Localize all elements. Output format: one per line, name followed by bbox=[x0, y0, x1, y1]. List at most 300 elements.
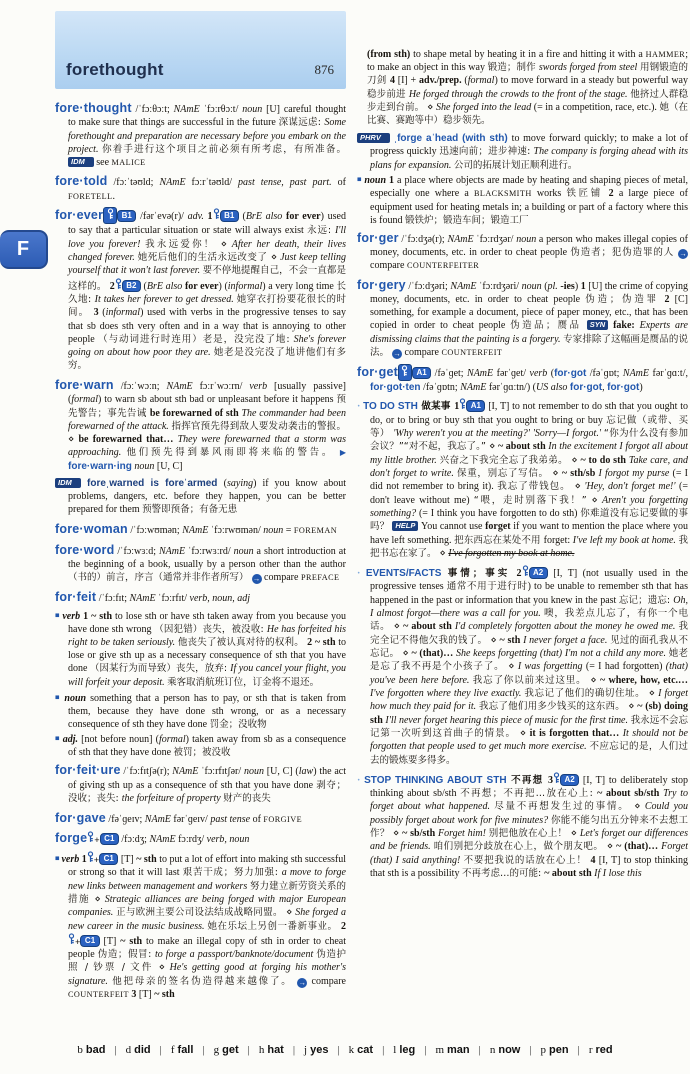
sense-bullet-icon: · bbox=[357, 774, 365, 786]
text-run: ⋄ bbox=[68, 434, 79, 446]
oxford-key-icon bbox=[398, 364, 412, 381]
text-run: ⋄ bbox=[552, 468, 562, 480]
cefr-level-badge: C1 bbox=[100, 833, 119, 845]
text-run: something that a person has to pay, or sth that is taken from them, because they have done sth wrong, or as a necessary consequence of sth they have done bbox=[68, 692, 346, 730]
oxford-key-icon: + bbox=[87, 831, 99, 846]
text-run: forget bbox=[485, 521, 511, 533]
text-run: verb bbox=[249, 381, 268, 393]
text-run: NAmE bbox=[450, 280, 477, 292]
text-run: The company is forging ahead with its plans for expansion. bbox=[370, 146, 688, 171]
text-run: to forge a passport/banknote/document bbox=[154, 948, 317, 960]
text-run: It takes her forever to get dressed. bbox=[94, 293, 237, 305]
text-run: NAmE bbox=[149, 834, 176, 846]
text-run: Take care, and don't forget to write. bbox=[370, 454, 688, 480]
text-run: NAmE bbox=[467, 367, 494, 379]
chinese-text: 迅速向前；进步神速: bbox=[439, 146, 534, 158]
text-run: fərˈɡɑːtn/) ( bbox=[486, 381, 536, 393]
chinese-text: 你能不能匀出五分钟来不去想工作？ bbox=[370, 814, 688, 839]
entry-forge-noun bbox=[357, 174, 688, 227]
text-run: (= I had forgotten) bbox=[585, 661, 666, 673]
text-run: [I, T] to not remember to do sth that you ought to do, or to bring or buy sth that you ought to bring or buy bbox=[370, 401, 688, 426]
text-run: ⋄ bbox=[570, 827, 580, 839]
text-run: fərˈɡeɪv/ bbox=[170, 813, 211, 825]
sense-section-label: EVENTS/FACTS bbox=[365, 567, 442, 579]
text-run: 1 bbox=[454, 401, 460, 413]
text-run: of bbox=[331, 177, 346, 189]
text-run: informal bbox=[105, 307, 141, 319]
text-run: ) the act of giving sth up as a consequence of sth that you have done bbox=[68, 766, 346, 791]
phonetic-item bbox=[589, 1044, 613, 1056]
headword: fore·told bbox=[55, 174, 108, 189]
chinese-text: 他挤过人群稳步走到台前。 bbox=[367, 88, 688, 114]
right-column bbox=[357, 48, 688, 1034]
text-run: In the excitement I forgot all about my little brother. bbox=[370, 441, 688, 466]
text-run: formal bbox=[71, 394, 99, 406]
text-run: ⋄ bbox=[490, 634, 500, 646]
text-run: if you want to mention the place where you have left something. bbox=[370, 521, 688, 546]
chinese-text: “喂，走时别落下我！” bbox=[473, 494, 592, 506]
text-run: 1 bbox=[386, 175, 395, 187]
text-run: ⋄ bbox=[220, 238, 232, 250]
letter-thumb-tab bbox=[0, 230, 48, 269]
oxford-key-icon: + bbox=[68, 933, 80, 948]
chinese-text: 我永远爱你！ bbox=[145, 238, 221, 250]
text-run: BrE also bbox=[146, 280, 183, 292]
chinese-text: 专家排除了这幅画是赝品的说法。 bbox=[370, 333, 688, 358]
phonetic-symbol: k bbox=[348, 1044, 355, 1056]
text-run: ( bbox=[238, 211, 246, 223]
text-run: It should not be forgotten that people used to get much more exercise. bbox=[370, 728, 688, 753]
headword: for·get bbox=[357, 364, 398, 379]
entry-forget-sense-3 bbox=[357, 772, 688, 881]
text-run: /fɔːˈwɔːn; bbox=[113, 381, 167, 393]
text-run: 2 bbox=[516, 567, 522, 579]
phonetic-symbol: g bbox=[213, 1044, 220, 1056]
chinese-text: 深谋远虑: bbox=[278, 117, 325, 129]
text-run: I forget how much they paid for it. bbox=[370, 688, 688, 713]
text-run: [I, T] (not usually used in the progressive tenses bbox=[370, 567, 688, 593]
text-run: I've left my book at home. bbox=[572, 534, 679, 546]
text-run: to lose sth or have sth taken away from you because you have done sth wrong bbox=[68, 610, 346, 635]
chinese-text: 通常不用于进行时 bbox=[446, 581, 528, 593]
text-run: Forget (that) I said anything! bbox=[370, 841, 688, 866]
word-form: for·got bbox=[554, 367, 587, 379]
text-run: ~ sth bbox=[154, 988, 175, 1000]
chinese-text: 我忘了你以前来过这里。 bbox=[472, 674, 591, 686]
text-run: noun bbox=[521, 280, 542, 292]
text-run: past tense bbox=[210, 813, 251, 825]
entry-forethought bbox=[55, 100, 346, 169]
text-run: , bbox=[602, 381, 608, 393]
chinese-text: 伪造者；犯伪造罪的人 bbox=[570, 246, 678, 258]
oxford-key-icon bbox=[522, 565, 529, 580]
chinese-text: （因犯错）丧失，被没收: bbox=[154, 623, 267, 635]
phonetic-symbol: f bbox=[170, 1044, 175, 1056]
text-run: 1 bbox=[79, 854, 87, 866]
text-run: ) used with verbs in the progressive tenses to say that sb does sth very often and in a way that is annoying to other people bbox=[68, 307, 346, 345]
text-run: The commander had been forewarned of the attack. bbox=[68, 407, 346, 433]
headword: for·gave bbox=[55, 810, 106, 825]
text-run: 1 bbox=[203, 211, 213, 223]
text-run: forget: bbox=[543, 534, 573, 546]
text-run: it is forgotten that… bbox=[529, 728, 623, 740]
text-run: pl. bbox=[547, 280, 558, 292]
text-run: ) a very long time bbox=[262, 280, 337, 292]
text-run: ˈfɔːrwɜːrd/ bbox=[185, 545, 234, 557]
text-run: (= don't leave without me) bbox=[370, 481, 688, 506]
text-run: ˈfɔːrθɔːt/ bbox=[199, 104, 243, 115]
text-run: BrE also bbox=[245, 211, 283, 223]
word-form: fore·warn·ing bbox=[68, 460, 132, 472]
phonetic-item bbox=[304, 1044, 328, 1056]
text-run: informal bbox=[227, 280, 263, 292]
chinese-text: 她死后他们的生活永远改变了 bbox=[137, 251, 271, 263]
text-run: [not before noun] ( bbox=[78, 734, 159, 746]
chinese-text: 保重，别忘了写信。 bbox=[457, 468, 553, 480]
text-run: 4 bbox=[590, 854, 596, 866]
text-run: NAmE bbox=[144, 813, 171, 825]
text-run: fɔːrdʒ/ bbox=[175, 834, 207, 846]
phonetic-item bbox=[490, 1044, 521, 1056]
chinese-text: 不再想 bbox=[506, 774, 548, 786]
text-run: ; to make an object in this way bbox=[367, 49, 688, 73]
entry-forget-sense-1 bbox=[357, 398, 688, 560]
chinese-text: 剥夺；没收；丧失: bbox=[68, 779, 346, 804]
text-run: noun bbox=[242, 104, 263, 115]
chinese-text: 不再考虑…的可能: bbox=[461, 868, 545, 879]
entry-forge-phrv bbox=[357, 132, 688, 172]
headword: for·ger bbox=[357, 230, 399, 245]
text-run: ~ sth bbox=[499, 634, 524, 646]
chinese-text: 她老是没完没了地讲他们有多穷。 bbox=[68, 346, 346, 372]
text-run: ) if you know about problems, dangers, etc. before they happen, you can be better prepared for them bbox=[68, 478, 346, 516]
text-run: ⋄ bbox=[270, 251, 281, 263]
entry-foreword bbox=[55, 542, 346, 585]
chinese-text: 不应忘记的是，人们过去的锻炼要多得多。 bbox=[370, 741, 688, 766]
text-run: 'Hey, don't forget me!' bbox=[584, 481, 680, 493]
chinese-text: 尽量不再想发生过的事情。 bbox=[494, 801, 635, 813]
text-run: NAmE bbox=[460, 381, 487, 393]
headword: fore·warn bbox=[55, 378, 114, 393]
chinese-text: 公司的拓展计划正顺利进行。 bbox=[453, 159, 578, 171]
text-run: /fɔːdʒ; bbox=[118, 834, 150, 846]
text-run: ⋄ bbox=[606, 841, 617, 853]
text-run: a short introduction at the beginning of a book, usually by a person other than the author bbox=[68, 545, 346, 571]
text-run: formal bbox=[158, 734, 186, 746]
text-run: ~ sth bbox=[120, 935, 143, 947]
chinese-text: 忘记做（或带、买等） bbox=[370, 414, 688, 439]
phonetic-separator: | bbox=[382, 1044, 385, 1056]
text-run: compare bbox=[261, 572, 301, 584]
phonetic-word: hat bbox=[267, 1044, 284, 1056]
chinese-text: 我忘记了他们的确切住址。 bbox=[524, 688, 649, 700]
cross-reference: FOREMAN bbox=[293, 526, 338, 536]
oxford-key-icon bbox=[115, 278, 122, 293]
phonetic-symbol: j bbox=[304, 1044, 308, 1056]
chinese-text: 忘记；遗忘: bbox=[618, 594, 674, 606]
text-run: a move to forge new links between management and workers bbox=[68, 867, 346, 892]
text-run: I've forgotten where they live exactly. bbox=[370, 688, 525, 700]
phonetic-item bbox=[259, 1044, 284, 1056]
text-run: Could you possibly forget about work for five minutes? bbox=[370, 801, 688, 826]
phonetic-symbol: r bbox=[588, 1044, 593, 1056]
text-run: ~ to do sth bbox=[580, 454, 629, 466]
text-run: ) bbox=[574, 280, 581, 292]
chinese-text: 见过的面孔我从不忘记。 bbox=[370, 634, 688, 659]
block-bullet-icon: ■ bbox=[357, 174, 365, 184]
text-run: NAmE bbox=[622, 367, 650, 379]
text-run: [usually passive] ( bbox=[68, 381, 346, 406]
text-run: If I lose this bbox=[594, 868, 642, 879]
chinese-text: 锻造；制作 bbox=[487, 62, 539, 73]
text-run: /ˈfɔːwʊmən; bbox=[127, 525, 183, 537]
text-run: NAmE bbox=[159, 177, 186, 189]
text-run: /ˈfɔːdʒəri; bbox=[405, 280, 451, 292]
chinese-text: 锻铁炉；锻造车间；锻造工厂 bbox=[405, 214, 529, 226]
text-run: ( bbox=[547, 367, 555, 379]
text-run: [I] + bbox=[394, 75, 420, 87]
phonetic-item bbox=[349, 1044, 373, 1056]
chinese-text: 他把母亲的签名伪造得越来越像了。 bbox=[112, 975, 298, 987]
phonetic-word: fall bbox=[177, 1044, 194, 1056]
text-run: ˈfɔːrwʊmən/ bbox=[208, 525, 264, 537]
phrasal-verb: ˌforge aˈhead (with sth) bbox=[389, 133, 512, 145]
block-bullet-icon: ■ bbox=[55, 692, 65, 702]
chinese-text: 预警即预备；有备无患 bbox=[142, 504, 238, 516]
derivative-arrow-icon: ▶ bbox=[339, 448, 346, 458]
entry-forget bbox=[357, 364, 688, 394]
text-run: ⋄ bbox=[591, 494, 602, 506]
chinese-text: “你为什么没有参加会议？”“对不起，我忘了。” bbox=[370, 428, 688, 453]
text-run: ~ sth/sb bbox=[561, 468, 599, 480]
phonetic-item bbox=[435, 1044, 469, 1056]
text-run: ⋄ bbox=[571, 454, 581, 466]
text-run: verb bbox=[62, 610, 81, 622]
text-run: ( bbox=[140, 280, 147, 292]
chinese-text: 财产的丧失 bbox=[223, 792, 271, 804]
text-run: She's forever going on about how poor they are. bbox=[68, 333, 346, 358]
phonetic-word: now bbox=[498, 1044, 521, 1056]
sense-bullet-icon: · bbox=[357, 567, 366, 579]
cross-reference: PREFACE bbox=[300, 573, 340, 583]
chinese-text: 指挥官预先得到敌人要发动袭击的警报。 bbox=[171, 421, 346, 433]
chinese-text: 噢，我差点儿忘了，有你一个电话。 bbox=[370, 607, 688, 633]
phonetic-separator: | bbox=[159, 1044, 162, 1056]
phonetic-word: pen bbox=[549, 1044, 569, 1056]
text-run: verb, noun bbox=[206, 834, 250, 846]
entry-forger bbox=[357, 230, 688, 273]
text-run: /fərˈevə(r)/ bbox=[136, 211, 188, 223]
text-run: ~ about sth bbox=[497, 441, 549, 453]
text-run: noun bbox=[364, 175, 387, 187]
left-column bbox=[55, 100, 346, 1026]
text-run: 1 bbox=[580, 280, 586, 292]
text-run: 2 bbox=[664, 293, 670, 305]
phonetic-word: get bbox=[222, 1044, 239, 1056]
text-run: ( bbox=[461, 75, 468, 87]
chinese-text: 把东西忘在某处不用 bbox=[454, 534, 544, 546]
text-run: ( bbox=[223, 478, 228, 490]
cross-reference: COUNTERFEIT bbox=[441, 347, 503, 357]
text-run: Oh, I almost forgot—there was a call for you. bbox=[370, 594, 688, 619]
compare-icon: → bbox=[393, 348, 401, 358]
chinese-text: 他们预先得到暴风雨即将来临的警告。 bbox=[126, 447, 340, 459]
phonetic-symbol: p bbox=[540, 1044, 547, 1056]
text-run: Just keep telling yourself that it won't last forever. bbox=[68, 251, 346, 277]
oxford-key-icon bbox=[553, 772, 560, 787]
text-run: (= I think you have forgotten to do sth) bbox=[418, 508, 581, 520]
phonetic-symbol: d bbox=[125, 1044, 132, 1056]
chinese-text: 伪造品；赝品 bbox=[510, 320, 587, 332]
phonetic-separator: | bbox=[247, 1044, 250, 1056]
text-run: ~ about sth bbox=[403, 621, 455, 633]
text-run: law bbox=[298, 766, 314, 778]
entry-forewarn bbox=[55, 377, 346, 473]
text-run: to move forward quickly; to make a lot of progress quickly bbox=[370, 133, 688, 158]
text-run: (= in a competition, race, etc.). bbox=[533, 102, 660, 114]
text-run: ⋄ bbox=[427, 102, 436, 114]
compare-icon: → bbox=[298, 977, 307, 987]
cefr-level-badge: B1 bbox=[220, 210, 239, 222]
chinese-text: 咱们别把分歧放在心上，做个朋友吧。 bbox=[433, 841, 607, 853]
text-run: ~ about sb/sth bbox=[597, 787, 664, 799]
chinese-text: 被罚；被没收 bbox=[173, 747, 231, 759]
text-run: ~ sb/sth bbox=[402, 827, 438, 839]
text-run: adv. bbox=[187, 211, 204, 223]
text-run: to lose or give sth up as a necessary consequence of sth that you have done bbox=[68, 637, 346, 675]
text-run: US also bbox=[535, 381, 568, 393]
text-run: ⋄ bbox=[393, 621, 404, 633]
word-form: for·got bbox=[569, 381, 603, 393]
text-run: ⋄ bbox=[439, 548, 449, 560]
text-run: compare bbox=[402, 346, 442, 358]
text-run: Experts are dismissing claims that the painting is a forgery. bbox=[370, 320, 688, 345]
text-run: I never forget a face. bbox=[523, 634, 611, 646]
entry-forewoman bbox=[55, 521, 346, 537]
text-run: for ever bbox=[282, 211, 321, 223]
chinese-text: 努力建立新劳资关系的措施 bbox=[68, 880, 346, 905]
headword: forge bbox=[55, 831, 88, 846]
text-run: /ˈfɔːfɪt; bbox=[96, 592, 130, 604]
text-run: . bbox=[112, 190, 116, 202]
idiom: foreˌwarned is foreˈarmed bbox=[80, 478, 224, 490]
entry-forfeit-adj bbox=[55, 733, 346, 759]
text-run: swords forged from steel bbox=[538, 62, 640, 73]
text-run: If you cancel your flight, you will forfeit your deposit. bbox=[68, 663, 346, 688]
text-run: ⋄ bbox=[648, 688, 659, 700]
cross-reference: BLACKSMITH bbox=[473, 189, 532, 199]
chinese-text: 我忘了他们用多少钱买的这东西。 bbox=[478, 701, 629, 713]
text-run: to shape metal by heating it in a fire and hitting it with a bbox=[410, 49, 646, 60]
text-run: ˈfɔːrfɪtʃər/ bbox=[198, 766, 244, 778]
text-run: I'd completely forgotten about the money he owed me. bbox=[454, 621, 679, 633]
text-run: verb bbox=[61, 854, 80, 866]
text-run: NAmE bbox=[182, 525, 209, 537]
text-run: ˈfɔːrfɪt/ bbox=[155, 592, 190, 604]
word-form: for·got·ten bbox=[370, 381, 421, 393]
cefr-level-badge: B2 bbox=[122, 280, 141, 292]
text-run: adj. bbox=[62, 734, 79, 746]
text-run: (= I did not remember to bring it). bbox=[370, 468, 688, 493]
text-run: ⋄ bbox=[508, 661, 518, 673]
phonetic-separator: | bbox=[478, 1044, 481, 1056]
text-run: NAmE bbox=[166, 381, 193, 393]
chinese-text: 你难道没有忘记要做的事吗？ bbox=[370, 508, 688, 533]
chinese-text: 艰苦干成；努力加强: bbox=[182, 867, 282, 879]
headword: for·feit·ure bbox=[55, 763, 121, 778]
text-run: /ˈfɔːdʒə(r); bbox=[398, 233, 448, 245]
phonetic-symbol: b bbox=[77, 1044, 83, 1056]
sense-section-label: TO DO STH bbox=[363, 401, 418, 413]
chinese-text: 兴奋之下我完全忘了我弟弟。 bbox=[439, 454, 572, 466]
text-run: NAmE bbox=[159, 545, 186, 557]
text-run: ) to move forward in a steady but powerful way bbox=[494, 75, 688, 87]
text-run: Aren't you forgetting something? bbox=[370, 494, 688, 520]
chinese-text: （书的）前言，序言（通常并非作者所写） bbox=[68, 572, 252, 584]
text-run: After her death, their lives changed forever. bbox=[68, 238, 346, 263]
entry-foretold bbox=[55, 173, 346, 202]
chinese-text: 她穿衣打扮要花很长的时间。 bbox=[68, 293, 346, 319]
text-run: 3 bbox=[93, 307, 99, 319]
entry-forgery bbox=[357, 277, 688, 360]
chinese-text: 我忘了带钱包。 bbox=[497, 481, 575, 493]
text-run: 2 bbox=[341, 920, 346, 932]
cefr-level-badge: B1 bbox=[117, 210, 136, 222]
chinese-text: 别把他放在心上！ bbox=[488, 827, 571, 839]
cefr-level-badge: C1 bbox=[99, 853, 118, 865]
text-run: [U] careful thought to make sure that things are successful in the future bbox=[68, 104, 346, 129]
oxford-key-icon bbox=[459, 398, 466, 413]
text-run: Let's forget our differences and be friends. bbox=[370, 827, 688, 853]
text-run: /fəˈɡet; bbox=[431, 367, 468, 379]
text-run: 2 bbox=[608, 188, 614, 200]
guide-word: forethought bbox=[66, 60, 164, 79]
headword: for·ever bbox=[55, 208, 104, 223]
phonetic-separator: | bbox=[529, 1044, 532, 1056]
text-run: ) bbox=[639, 381, 643, 393]
entry-forfeit bbox=[55, 589, 346, 605]
cross-reference: COUNTERFEIT bbox=[68, 989, 129, 999]
text-run: ⋄ bbox=[628, 701, 638, 713]
chinese-text: 她（在比赛、赛跑等中）稳步领先。 bbox=[367, 102, 688, 127]
entry-forfeiture bbox=[55, 762, 346, 805]
text-run: I'll never forget hearing this piece of music for the first time. bbox=[385, 714, 631, 726]
text-run: He has forfeited his right to be taken seriously. bbox=[68, 623, 346, 649]
phonetic-separator: | bbox=[202, 1044, 205, 1056]
block-bullet-icon: ■ bbox=[55, 610, 63, 620]
oxford-key-icon: + bbox=[87, 851, 99, 866]
entry-forget-sense-2 bbox=[357, 565, 688, 767]
text-run: ) ( bbox=[218, 280, 228, 292]
text-run: Strategic alliances are being forged with major European companies. bbox=[68, 893, 346, 919]
text-run: formal bbox=[467, 75, 495, 87]
block-bullet-icon: ■ bbox=[55, 853, 62, 863]
text-run: a large piece of equipment used for heating metals in; a building or part of a factory where this is found bbox=[370, 188, 688, 226]
phonetic-symbol: n bbox=[489, 1044, 496, 1056]
text-run: [I, T] to deliberately stop thinking about sb/sth bbox=[370, 774, 688, 799]
text-run: noun bbox=[64, 692, 87, 704]
text-run: ⋄ bbox=[574, 481, 585, 493]
text-run: ) to be unable to remember sth that has happened in the past or information that you knew in the past bbox=[370, 581, 688, 606]
compare-icon: → bbox=[252, 574, 261, 584]
phonetic-word: bad bbox=[85, 1044, 106, 1056]
cefr-level-badge: A1 bbox=[412, 367, 431, 379]
text-run: /ˈfɔːθɔːt; bbox=[131, 104, 174, 115]
chinese-text: （因某行为而导致）丧失，放弃: bbox=[90, 663, 231, 675]
text-run: ~ sth bbox=[136, 854, 157, 866]
text-run: 4 bbox=[389, 75, 395, 87]
text-run: saying bbox=[227, 478, 254, 490]
